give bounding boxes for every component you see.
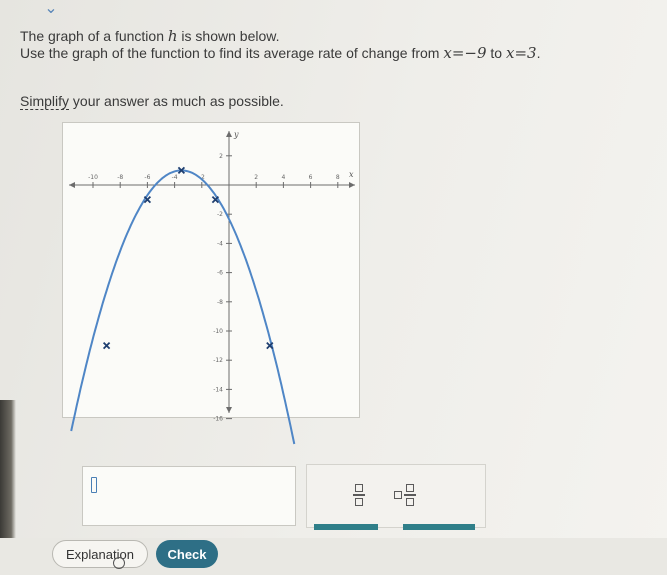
- x-axis-arrow-icon: [349, 182, 355, 188]
- check-button[interactable]: Check: [156, 540, 218, 568]
- y-axis-arrow-down-icon: [226, 407, 232, 413]
- y-tick-label: -8: [217, 298, 223, 306]
- y-axis-label: y: [234, 130, 239, 139]
- mixed-number-button[interactable]: [391, 477, 419, 513]
- graph-canvas: [63, 123, 361, 423]
- y-tick-label: -14: [213, 386, 223, 394]
- x-tick-label: 2: [254, 174, 259, 181]
- prompt-line-2: Use the graph of the function to find its average rate of change from x=−9 to x=3.: [20, 44, 541, 62]
- y-tick-label: -4: [217, 240, 223, 248]
- answer-input[interactable]: [82, 466, 296, 526]
- y-axis-arrow-icon: [226, 131, 232, 137]
- x-tick-label: -8: [117, 174, 124, 181]
- explanation-button[interactable]: Explanation: [52, 540, 148, 568]
- palette-tab-right[interactable]: [403, 524, 475, 530]
- x-tick-label: 6: [308, 174, 313, 181]
- point-marker: [104, 343, 110, 349]
- prompt-line-3: Simplify your answer as much as possible.: [20, 93, 284, 109]
- y-tick-label: -12: [213, 357, 223, 365]
- x-axis-label: x: [349, 170, 354, 179]
- pointer-cursor-icon: [113, 557, 125, 569]
- math-palette: [306, 464, 486, 528]
- fraction-icon: [353, 484, 365, 506]
- prompt-line-1: The graph of a function h is shown below.: [20, 27, 280, 45]
- y-tick-label: -10: [213, 328, 223, 335]
- x-axis-arrow-left-icon: [69, 182, 75, 188]
- x-tick-label: 4: [281, 174, 286, 181]
- function-graph: [62, 122, 360, 423]
- palette-tab-left[interactable]: [314, 524, 378, 530]
- simplify-link[interactable]: Simplify: [20, 93, 70, 109]
- x-tick-label: -6: [144, 174, 151, 181]
- function-curve: [71, 170, 294, 444]
- x-tick-label: -10: [88, 174, 98, 181]
- y-tick-label: -6: [217, 269, 223, 277]
- chevron-down-icon[interactable]: ⌄: [44, 0, 58, 17]
- y-tick-label: -2: [217, 211, 223, 219]
- x-tick-label: -2: [198, 174, 205, 181]
- y-tick-label: 2: [219, 152, 223, 160]
- answer-area: [66, 456, 486, 534]
- fraction-button[interactable]: [345, 477, 373, 513]
- text-cursor: [91, 477, 97, 493]
- x-tick-label: -4: [171, 174, 178, 181]
- x-tick-label: 8: [335, 174, 340, 181]
- y-tick-label: -16: [213, 415, 223, 423]
- mixed-number-icon: [394, 484, 416, 506]
